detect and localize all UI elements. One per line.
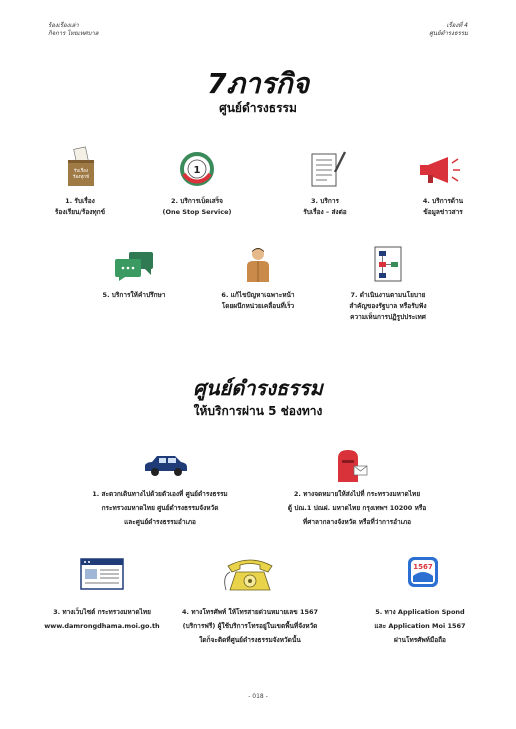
mission-2-line1: 2. บริการเบ็ดเสร็จ bbox=[170, 197, 223, 205]
app-icon bbox=[407, 556, 439, 588]
mission-1-line2: ร้องเรียน/ร้องทุกข์ bbox=[54, 208, 106, 216]
channel-4-line2: (บริการฟรี) ผู้ใช้บริการโทรอยู่ในเขตพื้นที่จังหวัด bbox=[182, 622, 318, 630]
channel-2-caption bbox=[262, 487, 452, 529]
header-left-line2: กิจการ ไทยเทศบาล bbox=[48, 30, 99, 37]
svg-text:ร้องทุกข์: ร้องทุกข์ bbox=[72, 175, 90, 180]
mission-4-caption bbox=[408, 196, 478, 218]
header-left bbox=[48, 22, 98, 38]
document-pen-icon bbox=[309, 150, 349, 188]
one-stop-service-icon bbox=[180, 152, 214, 186]
channel-5-caption bbox=[360, 605, 480, 647]
mission-7-caption bbox=[330, 290, 446, 323]
mission-5-line1: 5. บริการให้คำปรึกษา bbox=[102, 291, 166, 299]
section2-subtitle: ให้บริการผ่าน 5 ช่องทาง bbox=[193, 404, 323, 418]
mailbox-icon bbox=[336, 448, 368, 482]
complaint-box-icon bbox=[66, 146, 96, 188]
section2-title: ศูนย์ดำรงธรรม bbox=[193, 376, 323, 400]
header-right bbox=[429, 22, 468, 38]
mission-1-line1: 1. รับเรื่อง bbox=[65, 197, 95, 205]
channel-4-caption bbox=[160, 605, 340, 647]
mission-6-line1: 6. แก้ไขปัญหาเฉพาะหน้า bbox=[221, 291, 295, 299]
channel-2-line2: ตู้ ปณ.1 ปณฝ. มหาดไทย กรุงเทพฯ 10200 หรือ bbox=[287, 504, 427, 512]
channel-1-caption bbox=[60, 487, 260, 529]
channel-1-line1: 1. สะดวกเดินทางไปด้วยตัวเองที่ ศูนย์ดำรงธรรม bbox=[92, 490, 228, 498]
channel-2-line1: 2. ทางจดหมายให้ส่งไปที่ กระทรวงมหาดไทย bbox=[293, 490, 421, 498]
mission-3-caption bbox=[280, 196, 370, 218]
mission-2-line2: (One Stop Service) bbox=[162, 208, 232, 216]
header-right-line2: ศูนย์ดำรงธรรม bbox=[429, 30, 468, 37]
mission-7-line3: ความเห็นการปฏิรูปประเทศ bbox=[350, 313, 426, 321]
car-icon bbox=[143, 453, 189, 479]
svg-text:รับเรื่อง: รับเรื่อง bbox=[73, 169, 89, 174]
officer-icon bbox=[245, 246, 271, 282]
channel-5-line3: ผ่านโทรศัพท์มือถือ bbox=[394, 636, 446, 644]
website-icon bbox=[80, 558, 124, 590]
megaphone-icon bbox=[418, 155, 464, 185]
telephone-icon bbox=[222, 556, 278, 592]
svg-text:1: 1 bbox=[193, 165, 201, 176]
mission-4-line2: ข้อมูลข่าวสาร bbox=[423, 208, 463, 216]
mission-6-caption bbox=[208, 290, 308, 312]
svg-text:1567: 1567 bbox=[413, 563, 433, 571]
channel-5-line2: และ Application Moi 1567 bbox=[374, 622, 466, 630]
section1-subtitle: ศูนย์ดำรงธรรม bbox=[219, 101, 297, 115]
channel-5-line1: 5. ทาง Application Spond bbox=[375, 608, 465, 616]
mission-1-caption bbox=[40, 196, 120, 218]
header-left-line1: ร้องเรื่องเล่า bbox=[48, 22, 79, 29]
mission-5-caption bbox=[84, 290, 184, 301]
mission-2-caption bbox=[152, 196, 242, 218]
section1-title: 7ภารกิจ bbox=[206, 67, 310, 100]
flowchart-icon bbox=[374, 246, 402, 282]
channel-1-line3: และศูนย์ดำรงธรรมอำเภอ bbox=[124, 518, 196, 526]
channel-3-line2: www.damrongdhama.moi.go.th bbox=[44, 622, 160, 630]
channel-4-line1: 4. ทางโทรศัพท์ ให้โทรสายด่วนหมายเลข 1567 bbox=[181, 608, 319, 616]
chat-bubbles-icon bbox=[113, 251, 155, 281]
channel-1-line2: กระทรวงมหาดไทย ศูนย์ดำรงธรรมจังหวัด bbox=[101, 504, 219, 512]
mission-7-line1: 7. ดำเนินงานตามนโยบาย bbox=[350, 291, 426, 299]
mission-6-line2: โดยผนึกหน่วยเคลื่อนที่เร็ว bbox=[221, 302, 295, 310]
channel-2-line3: ที่ศาลากลางจังหวัด หรือที่ว่าการอำเภอ bbox=[302, 518, 412, 526]
mission-7-line2: สำคัญของรัฐบาล หรือรับฟัง bbox=[349, 302, 427, 310]
channel-3-caption bbox=[30, 605, 174, 633]
mission-3-line2: รับเรื่อง – ส่งต่อ bbox=[303, 208, 347, 216]
header-right-line1: เรื่องที่ 4 bbox=[446, 22, 468, 29]
mission-4-line1: 4. บริการด้าน bbox=[422, 197, 464, 205]
channel-4-line3: ใดก็จะติดที่ศูนย์ดำรงธรรมจังหวัดนั้น bbox=[199, 636, 301, 644]
page-number: - 018 - bbox=[248, 693, 268, 700]
mission-3-line1: 3. บริการ bbox=[311, 197, 339, 205]
channel-3-line1: 3. ทางเว็บไซต์ กระทรวงมหาดไทย bbox=[53, 608, 151, 616]
